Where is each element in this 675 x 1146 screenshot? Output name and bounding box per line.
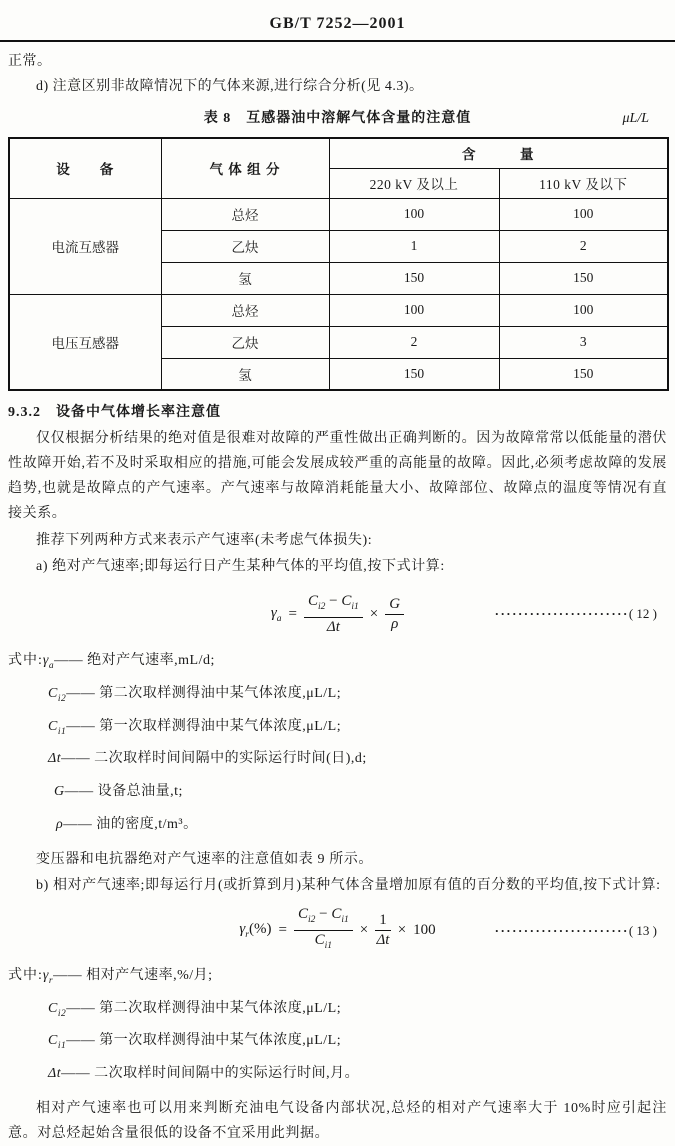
- table8-caption: 表 8 互感器油中溶解气体含量的注意值: [203, 111, 472, 126]
- value-cell: 100: [329, 294, 499, 326]
- gas-cell: 氢: [161, 358, 329, 390]
- times-sign: ×: [359, 922, 369, 939]
- value-cell: 2: [499, 230, 668, 262]
- c2-symbol: C: [308, 592, 319, 609]
- document-header: [0, 0, 675, 42]
- value-cell: 150: [329, 262, 499, 294]
- definition-line: [8, 647, 667, 680]
- symbol-subscript: i2: [57, 1008, 67, 1019]
- gamma-symbol: γ: [270, 604, 277, 621]
- delta-t-symbol: Δt: [326, 618, 340, 635]
- c1-symbol: C: [331, 906, 342, 923]
- formula-12-leader: [495, 606, 657, 622]
- table-row: [9, 294, 668, 326]
- value-cell: 3: [499, 326, 668, 358]
- definition-line: [8, 1060, 667, 1093]
- table-row: [9, 198, 668, 230]
- where-label: 式中:: [8, 653, 43, 668]
- symbol-description: —— 第一次取样测得油中某气体浓度,μL/L;: [66, 1033, 342, 1049]
- c1-subscript: i1: [351, 601, 359, 612]
- symbol-description: —— 第一次取样测得油中某气体浓度,μL/L;: [66, 718, 342, 734]
- symbol: Δt: [48, 1066, 62, 1082]
- gas-cell: 氢: [161, 262, 329, 294]
- value-cell: 2: [329, 326, 499, 358]
- definition-line: [8, 713, 667, 746]
- paragraph-1: 仅仅根据分析结果的绝对值是很难对故障的严重性做出正确判断的。因为故障常常以低能量的潜伏性故障开始,若不及时采取相应的措施,可能会发展成较严重的高能量的故障。因此,必须考虑故障的发展趋势,也就是故障点的产气速率。产气速率与故障消耗能量大小、故障部位、故障点的温度等情况有直接关系。: [8, 431, 667, 521]
- dotted-leader: ·······················: [494, 606, 629, 621]
- table8-body: [9, 198, 668, 390]
- dotted-leader: ·······················: [494, 922, 629, 938]
- symbol-description: —— 第二次取样测得油中某气体浓度,μL/L;: [66, 685, 342, 701]
- gamma-subscript: r: [245, 930, 249, 941]
- header-device: 设 备: [9, 138, 161, 198]
- list-item-d: d) 注意区别非故障情况下的气体来源,进行综合分析(见 4.3)。: [36, 79, 424, 94]
- definition-line: [8, 962, 667, 995]
- definition-line: [8, 1027, 667, 1060]
- value-cell: 100: [499, 198, 668, 230]
- times-sign: ×: [369, 605, 379, 622]
- fraction-time: [375, 912, 391, 949]
- c1-symbol: C: [341, 592, 352, 609]
- definition-line: [8, 680, 667, 713]
- symbol: Δt: [48, 751, 62, 767]
- equation-number-13: ( 13 ): [628, 922, 657, 938]
- standard-number: GB/T 7252—2001: [269, 15, 406, 32]
- gas-cell: 乙炔: [161, 326, 329, 358]
- table8-unit-label: μL/L: [622, 111, 649, 126]
- table8-caption-row: [8, 108, 667, 130]
- gas-cell: 总烃: [161, 294, 329, 326]
- fraction-concentration: [304, 593, 363, 636]
- paragraph-2: 推荐下列两种方式来表示产气速率(未考虑气体损失):: [36, 533, 373, 548]
- formula-13-leader: [495, 923, 657, 939]
- symbol-description: —— 设备总油量,t;: [64, 784, 183, 800]
- symbol-description: —— 相对产气速率,%/月;: [53, 967, 213, 983]
- fraction-concentration: [294, 906, 353, 955]
- value-cell: 150: [329, 358, 499, 390]
- definition-line: [8, 811, 667, 844]
- c2-subscript: i2: [318, 601, 326, 612]
- device-cell: 电压互感器: [9, 294, 161, 390]
- minus-sign: −: [329, 592, 338, 609]
- equation-number-12: ( 12 ): [628, 606, 657, 621]
- symbol-subscript: r: [48, 975, 54, 986]
- symbol-description: —— 绝对产气速率,mL/d;: [54, 653, 215, 668]
- section-heading-932: 9.3.2 设备中气体增长率注意值: [8, 405, 221, 420]
- value-cell: 100: [499, 294, 668, 326]
- percent-label: (%): [248, 921, 272, 938]
- symbol: C: [48, 1000, 58, 1016]
- table8: [8, 137, 669, 391]
- paragraph-final: 相对产气速率也可以用来判断充油电气设备内部状况,总烃的相对产气速率大于 10%时应引起注意。对总烃起始含量很低的设备不宜采用此判据。: [8, 1100, 667, 1141]
- rho-symbol: ρ: [391, 615, 399, 632]
- gamma-symbol: γ: [239, 921, 246, 938]
- formula-12-definitions: [8, 647, 667, 844]
- paragraph-normal: 正常。: [8, 54, 52, 69]
- symbol-subscript: i2: [57, 693, 67, 704]
- formula-13: [8, 902, 667, 960]
- symbol-subscript: i1: [57, 1041, 67, 1052]
- constant-100: 100: [413, 922, 436, 939]
- value-cell: 150: [499, 358, 668, 390]
- symbol-description: —— 二次取样时间间隔中的实际运行时间(日),d;: [61, 751, 367, 767]
- header-content: 含 量: [329, 138, 668, 168]
- symbol-subscript: i1: [57, 726, 67, 737]
- header-220kv: 220 kV 及以上: [329, 168, 499, 198]
- paragraph-table9: 变压器和电抗器绝对产气速率的注意值如表 9 所示。: [36, 851, 373, 867]
- c1-subscript: i1: [324, 941, 333, 952]
- symbol: C: [48, 1033, 58, 1049]
- page-content: [0, 49, 675, 1146]
- c2-symbol: C: [297, 906, 308, 923]
- value-cell: 1: [329, 230, 499, 262]
- symbol: γ: [42, 967, 49, 983]
- definition-line: [8, 745, 667, 778]
- symbol-subscript: a: [48, 660, 55, 671]
- value-cell: 100: [329, 198, 499, 230]
- formula-13-definitions: [8, 962, 667, 1093]
- gas-cell: 总烃: [161, 198, 329, 230]
- c1-subscript: i1: [341, 915, 349, 926]
- definition-line: [8, 778, 667, 811]
- device-cell: 电流互感器: [9, 198, 161, 294]
- symbol-description: —— 第二次取样测得油中某气体浓度,μL/L;: [66, 1000, 342, 1016]
- equals-sign: =: [288, 605, 298, 622]
- symbol: G: [54, 784, 65, 800]
- list-item-a: a) 绝对产气速率;即每运行日产生某种气体的平均值,按下式计算:: [36, 559, 445, 574]
- symbol: γ: [42, 653, 49, 668]
- c1-symbol: C: [314, 932, 325, 949]
- symbol-description: —— 油的密度,t/m³。: [63, 816, 198, 832]
- fraction-oil-mass: [385, 596, 404, 633]
- header-gas-component: 气 体 组 分: [161, 138, 329, 198]
- table8-header: [9, 138, 668, 198]
- formula-12: [8, 583, 667, 645]
- equals-sign: =: [278, 922, 287, 939]
- formula-12-math: [271, 593, 404, 636]
- times-sign: ×: [397, 922, 407, 939]
- minus-sign: −: [319, 906, 328, 923]
- formula-13-math: [239, 906, 435, 955]
- g-symbol: G: [385, 596, 404, 615]
- table-header-row: [9, 138, 668, 168]
- gas-cell: 乙炔: [161, 230, 329, 262]
- header-110kv: 110 kV 及以下: [499, 168, 668, 198]
- value-cell: 150: [499, 262, 668, 294]
- definition-line: [8, 995, 667, 1028]
- where-label: 式中:: [8, 967, 43, 983]
- symbol: ρ: [56, 816, 64, 832]
- symbol-description: —— 二次取样时间间隔中的实际运行时间,月。: [61, 1066, 360, 1082]
- c2-subscript: i2: [307, 915, 316, 926]
- delta-t-symbol: Δt: [376, 932, 390, 949]
- symbol: C: [48, 718, 58, 734]
- numerator-one: 1: [375, 912, 391, 931]
- list-item-b: b) 相对产气速率;即每运行月(或折算到月)某种气体含量增加原有值的百分数的平均值,按下式计算:: [36, 877, 661, 893]
- symbol: C: [48, 685, 58, 701]
- gamma-subscript: a: [276, 613, 282, 624]
